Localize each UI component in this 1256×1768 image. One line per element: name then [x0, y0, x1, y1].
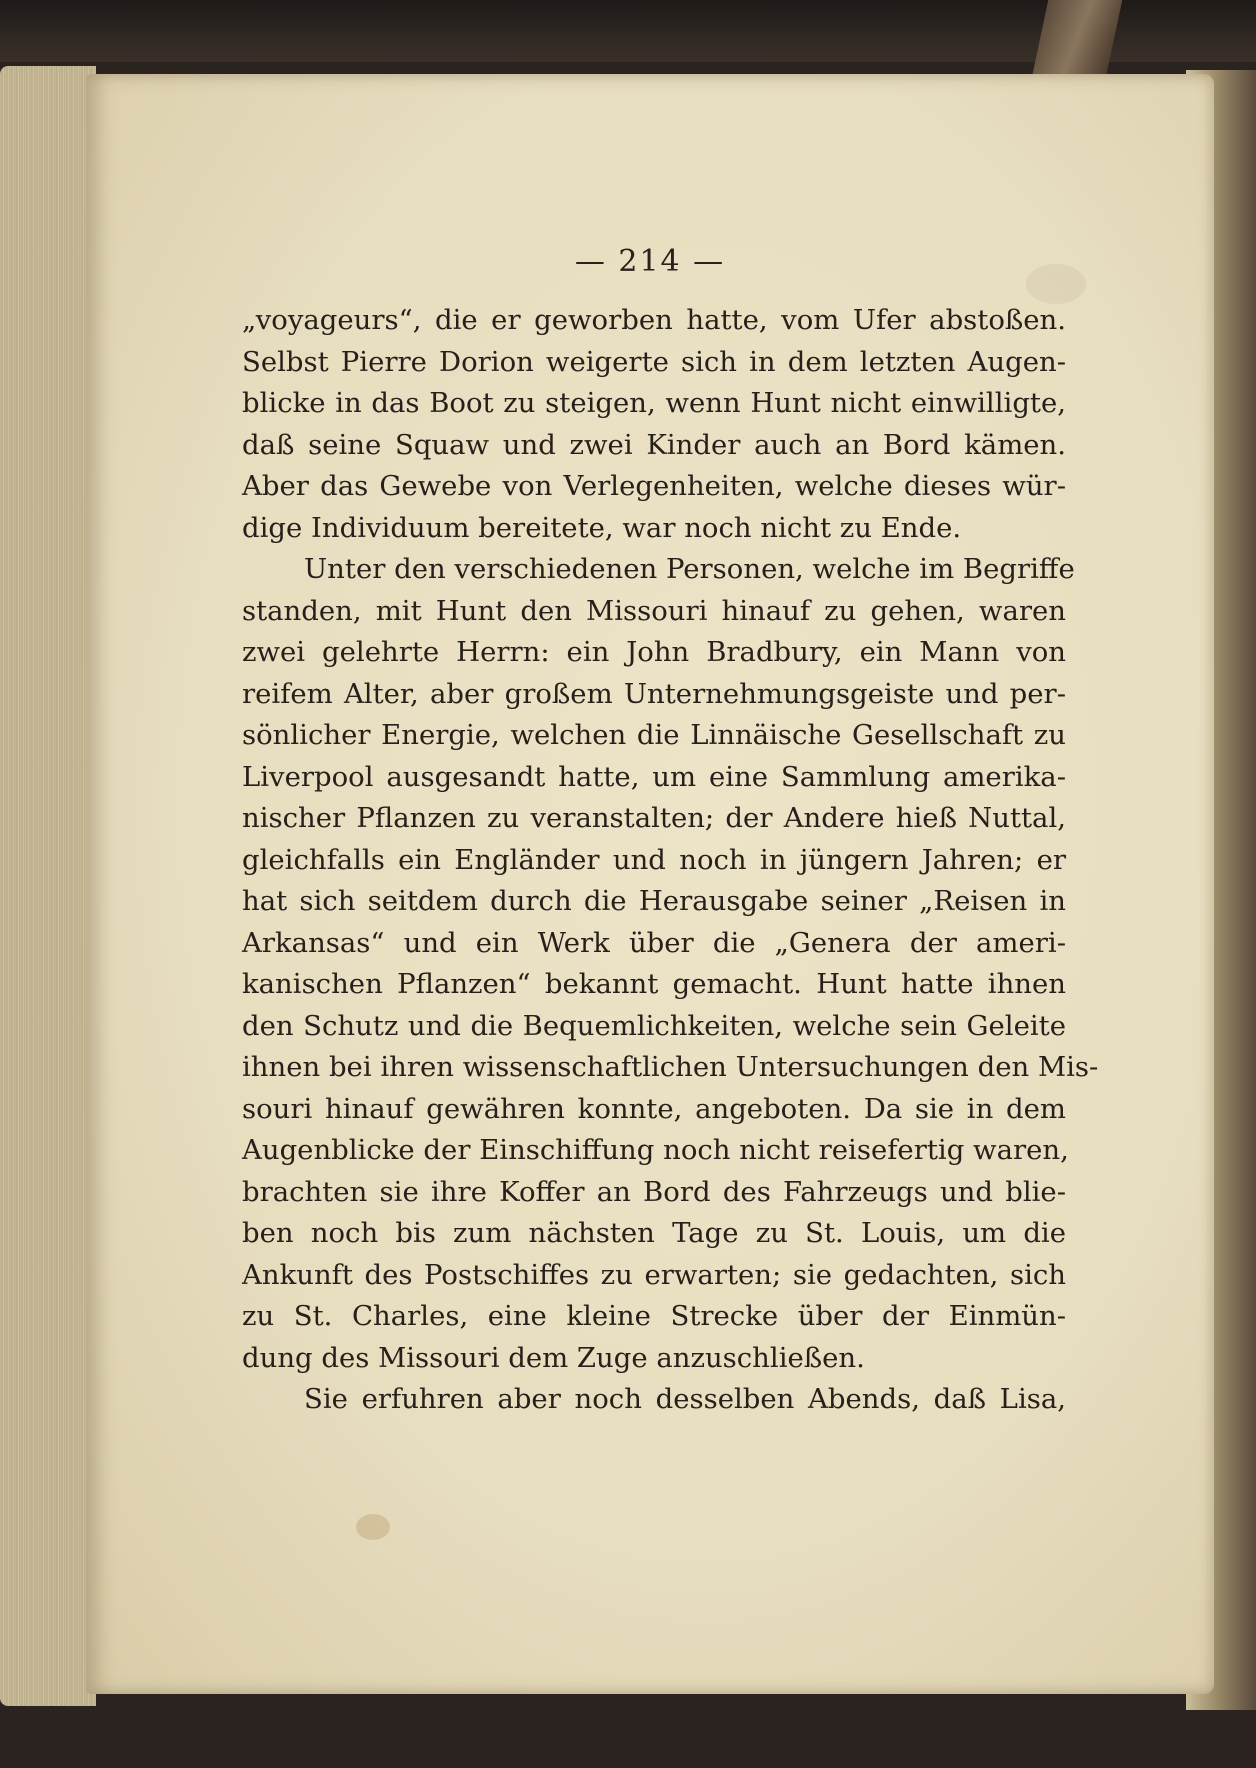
text-line: souri hinauf gewähren konnte, angeboten. Da sie in dem — [242, 1092, 1066, 1125]
text-line: hat sich seitdem durch die Herausgabe seiner „Reisen in — [242, 885, 1066, 917]
text-line: Ankunft des Postschiffes zu erwarten; sie gedachten, sich — [242, 1258, 1066, 1291]
text-line: Unter den verschiedenen Personen, welche im Begriffe — [304, 553, 1075, 585]
text-line: „voyageurs“, die er geworben hatte, vom Ufer abstoßen. — [242, 304, 1066, 336]
text-line: Sie erfuhren aber noch desselben Abends, daß Lisa, — [304, 1383, 1066, 1415]
text-line: reifem Alter, aber großem Unternehmungsgeiste und per- — [242, 677, 1066, 710]
text-line: standen, mit Hunt den Missouri hinauf zu gehen, waren — [242, 594, 1066, 627]
bookmark-ribbon — [1032, 0, 1123, 78]
text-line: blicke in das Boot zu steigen, wenn Hunt nicht einwilligte, — [242, 387, 1066, 419]
text-line: zu St. Charles, eine kleine Strecke über der Einmün- — [242, 1300, 1066, 1332]
text-line: sönlicher Energie, welchen die Linnäische Gesellschaft zu — [242, 719, 1066, 751]
page-number-header: — 214 — — [574, 244, 726, 279]
book-page — [86, 74, 1214, 1694]
text-line: Liverpool ausgesandt hatte, um eine Sammlung amerika- — [242, 760, 1066, 793]
stacked-page-edges — [0, 66, 96, 1706]
text-line: den Schutz und die Bequemlichkeiten, welche sein Geleite — [242, 1009, 1066, 1042]
text-line: dung des Missouri dem Zuge anzuschließen. — [242, 1341, 865, 1374]
text-line: ihnen bei ihren wissenschaftlichen Untersuchungen den Mis- — [242, 1051, 1099, 1083]
text-line: dige Individuum bereitete, war noch nicht zu Ende. — [242, 511, 962, 544]
body-text — [242, 228, 1099, 1421]
text-line: gleichfalls ein Engländer und noch in jüngern Jahren; er — [242, 843, 1066, 876]
text-line: Selbst Pierre Dorion weigerte sich in dem letzten Augen- — [242, 345, 1066, 378]
text-line: brachten sie ihre Koffer an Bord des Fahrzeugs und blie- — [242, 1175, 1066, 1208]
text-line: daß seine Squaw und zwei Kinder auch an Bord kämen. — [242, 428, 1066, 461]
text-line: nischer Pflanzen zu veranstalten; der Andere hieß Nuttal, — [242, 802, 1066, 834]
text-line: kanischen Pflanzen“ bekannt gemacht. Hunt hatte ihnen — [242, 968, 1066, 1000]
text-line: zwei gelehrte Herrn: ein John Bradbury, ein Mann von — [242, 636, 1066, 668]
text-line: ben noch bis zum nächsten Tage zu St. Louis, um die — [242, 1217, 1066, 1249]
text-line: Augenblicke der Einschiffung noch nicht reisefertig waren, — [242, 1134, 1069, 1166]
text-line: Aber das Gewebe von Verlegenheiten, welche dieses wür- — [242, 470, 1066, 502]
text-line: Arkansas“ und ein Werk über die „Genera der ameri- — [242, 926, 1066, 959]
paper-stain — [356, 1514, 390, 1540]
